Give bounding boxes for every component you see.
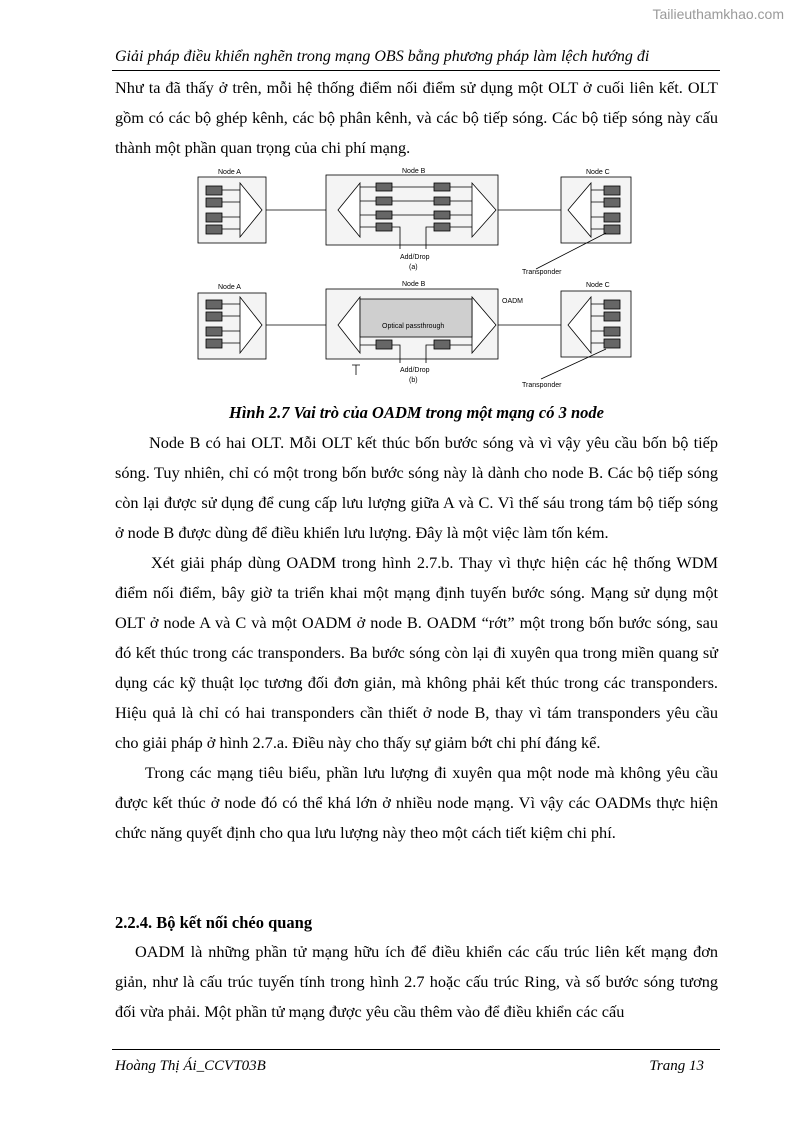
fig-b-node-c-label: Node C [586, 282, 610, 289]
fig-b-oadm-label: OADM [502, 298, 523, 305]
final-paragraph [115, 937, 718, 1027]
fig-a-add-drop-label: Add/Drop [400, 254, 430, 261]
page-header: Giải pháp điều khiển nghẽn trong mạng OBS bằng phương pháp làm lệch hướng đi [115, 48, 650, 65]
fig-a-node-b-label: Node B [402, 168, 426, 175]
final-paragraph-text: OADM là những phần tử mạng hữu ích để điều khiển các cấu trúc liên kết mạng đơn giản, như là cấu trúc tuyến tính trong hình 2.7 hoặc cấu trúc Ring, và số bước sóng tương đối vừa phải. Một phần tử mạng được yêu cầu thêm vào để điều khiển các cấu [115, 942, 718, 1021]
footer-author: Hoàng Thị Ái_CCVT03B [115, 1058, 266, 1074]
intro-text: Như ta đã thấy ở trên, mỗi hệ thống điểm nối điểm sử dụng một OLT ở cuối liên kết. OLT gồm có các bộ ghép kênh, các bộ phân kênh, và các bộ tiếp sóng. Các bộ tiếp sóng này cấu thành một phần quan trọng của chi phí mạng. [115, 78, 718, 157]
watermark: Tailieuthamkhao.com [652, 6, 784, 22]
fig-a-transponder-label: Transponder [522, 269, 562, 276]
fig-a-node-c-label: Node C [586, 169, 610, 176]
paragraph-oadm-solution: Xét giải pháp dùng OADM trong hình 2.7.b. Thay vì thực hiện các hệ thống WDM điểm nối điểm, bây giờ ta triển khai một mạng định tuyến bước sóng. Mạng sử dụng một OLT ở node A và C và một OADM ở node B. OADM “rớt” một trong bốn bước sóng, sau đó kết thúc trong các transponders. Ba bước sóng còn lại đi xuyên qua trong miền quang sử dụng các kỹ thuật lọc tương đối đơn giản, mà không phải kết thúc trong các transponders. Hiệu quả là chỉ có hai transponders cần thiết ở node B, thay vì tám transponders yêu cầu cho giải pháp ở hình 2.7.a. Điều này cho thấy sự giảm bớt chi phí đáng kể. [115, 553, 718, 752]
fig-b-node-a-label: Node A [218, 284, 241, 291]
fig-b-subfigure-label: (b) [409, 377, 418, 384]
figure-oadm-diagram [196, 165, 636, 395]
body-paragraphs [115, 428, 718, 848]
fig-b-passthrough-label: Optical passthrough [382, 323, 445, 330]
footer-rule [112, 1049, 720, 1050]
paragraph-traffic: Trong các mạng tiêu biểu, phần lưu lượng đi xuyên qua một node mà không yêu cầu được kết thúc ở node đó có thể khá lớn ở nhiều node mạng. Vì vậy các OADMs thực hiện chức năng quyết định cho qua lưu lượng này theo một cách tiết kiệm chi phí. [115, 763, 718, 842]
fig-a-subfigure-label: (a) [409, 264, 418, 271]
fig-b-add-drop-label: Add/Drop [400, 367, 430, 374]
paragraph-node-b: Node B có hai OLT. Mỗi OLT kết thúc bốn bước sóng và vì vậy yêu cầu bốn bộ tiếp sóng. Tuy nhiên, chỉ có một trong bốn bước sóng này là dành cho node B. Các bộ tiếp sóng còn lại được sử dụng để cung cấp lưu lượng giữa A và C. Vì thế sáu trong tám bộ tiếp sóng ở node B được dùng để điều khiển lưu lượng. Đây là một việc làm tốn kém. [115, 433, 718, 542]
section-heading: 2.2.4. Bộ kết nối chéo quang [115, 913, 313, 932]
fig-a-node-a-label: Node A [218, 169, 241, 176]
intro-paragraph [115, 73, 718, 163]
fig-b-transponder-label: Transponder [522, 382, 562, 389]
fig-b-node-b-label: Node B [402, 281, 426, 288]
header-rule [112, 70, 720, 71]
footer-page-number: Trang 13 [649, 1058, 704, 1074]
figure-caption: Hình 2.7 Vai trò của OADM trong một mạng có 3 node [229, 403, 604, 422]
